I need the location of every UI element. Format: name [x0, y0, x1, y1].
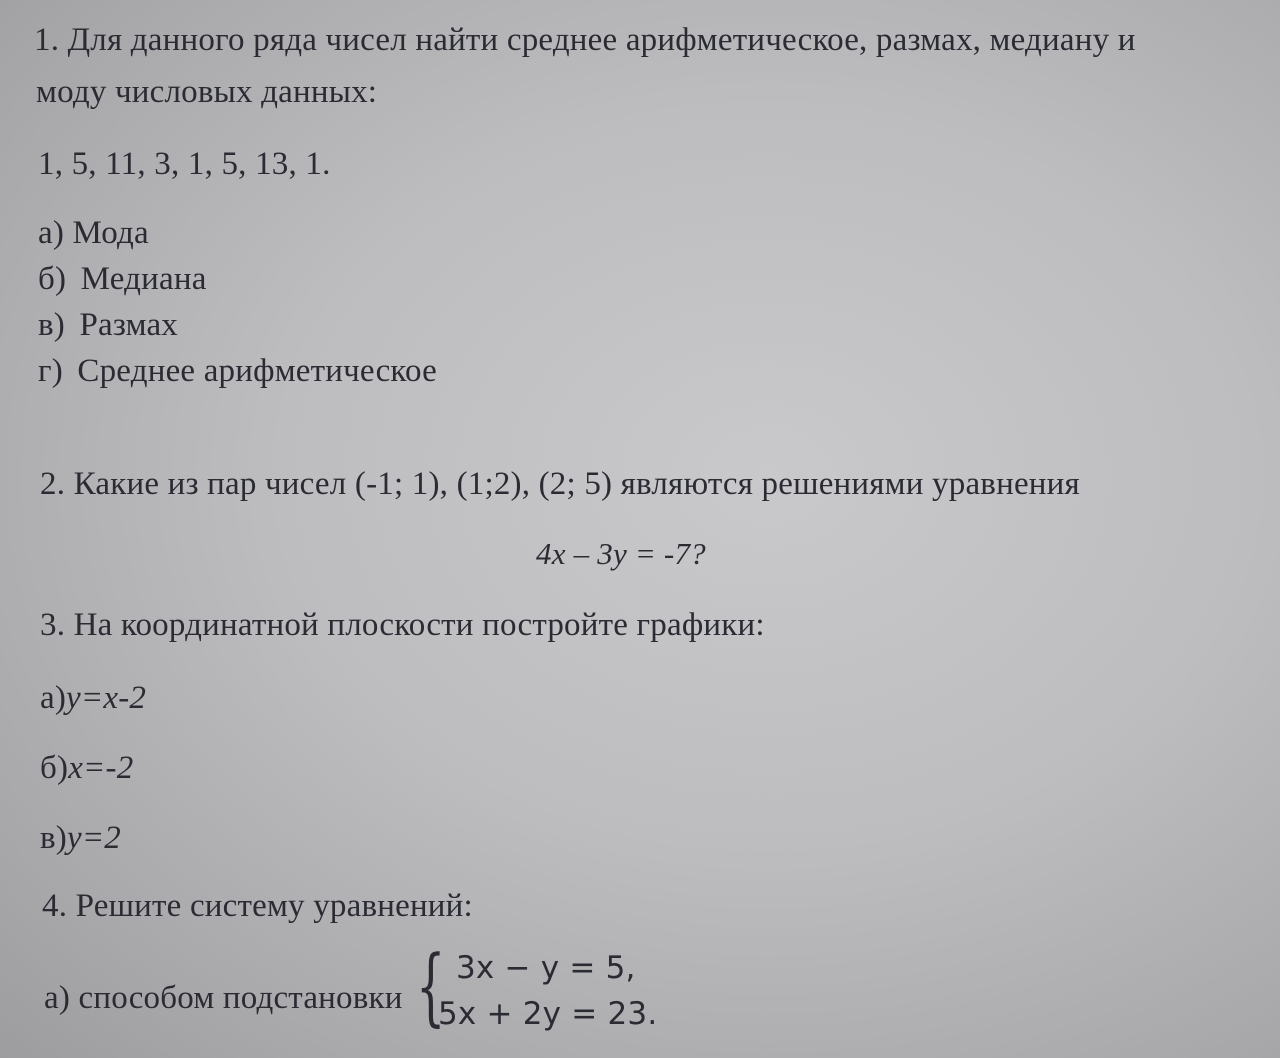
item-formula: y=x-2 [66, 680, 147, 716]
item-text: Размах [79, 307, 179, 343]
item-text: Среднее арифметическое [77, 353, 437, 389]
task1-heading-line1: 1. Для данного ряда чисел найти среднее арифметическое, размах, медиану и [34, 22, 1136, 58]
task1-item-mean [38, 353, 437, 390]
item-marker: а) [38, 215, 65, 251]
task4-equation-2: 5x + 2y = 23. [438, 996, 658, 1032]
item-marker: в) [40, 820, 67, 856]
item-text: Медиана [80, 261, 207, 297]
item-formula: x=-2 [68, 750, 134, 786]
item-marker: б) [40, 750, 69, 786]
task4-equation-1: 3x − y = 5, [456, 950, 636, 986]
task1-heading-line2: моду числовых данных: [36, 74, 378, 110]
task2-question: 2. Какие из пар чисел (-1; 1), (1;2), (2; 5) являются решениями уравнения [40, 466, 1080, 502]
task3-item-c [40, 820, 121, 857]
task1-item-range [38, 307, 178, 344]
task3-heading: 3. На координатной плоскости постройте графики: [40, 607, 765, 643]
task4-heading: 4. Решите систему уравнений: [42, 888, 473, 924]
item-text: Мода [72, 215, 149, 251]
item-marker: в) [38, 307, 65, 343]
item-marker: а) [40, 680, 67, 716]
item-marker: г) [38, 353, 63, 389]
task4-method-label: а) способом подстановки [44, 980, 403, 1016]
task1-item-median [38, 261, 207, 298]
task1-number-series: 1, 5, 11, 3, 1, 5, 13, 1. [38, 146, 331, 182]
item-formula: y=2 [66, 820, 121, 856]
system-brace: { [416, 937, 446, 1035]
task2-equation: 4x – 3y = -7? [536, 536, 706, 571]
task3-item-a [40, 680, 146, 717]
task1-item-mode [38, 215, 149, 252]
task3-item-b [40, 750, 133, 787]
item-marker: б) [38, 261, 67, 297]
